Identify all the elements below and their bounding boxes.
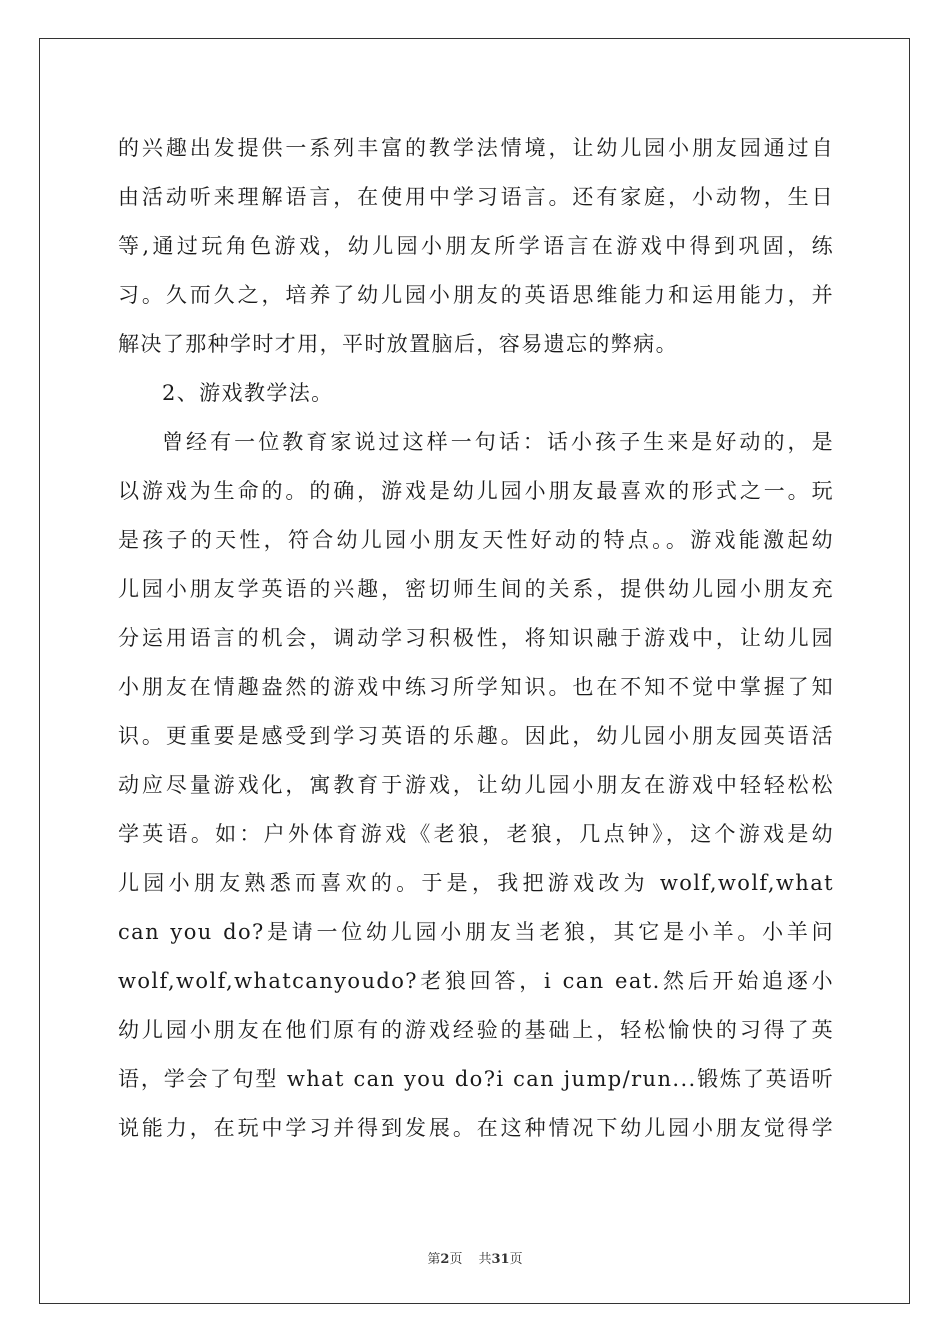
text-line: 是孩子的天性，符合幼儿园小朋友天性好动的特点。。游戏能激起幼 [118,528,834,552]
text-line: 解决了那种学时才用，平时放置脑后，容易遗忘的弊病。 [118,332,678,356]
text-line: 习。久而久之，培养了幼儿园小朋友的英语思维能力和运用能力，并 [118,283,834,307]
text-line: 识。更重要是感受到学习英语的乐趣。因此，幼儿园小朋友园英语活 [118,724,834,748]
text-line: 学英语。如：户外体育游戏《老狼，老狼，几点钟》，这个游戏是幼 [118,822,834,846]
text-line: 以游戏为生命的。的确，游戏是幼儿园小朋友最喜欢的形式之一。玩 [118,479,834,503]
text-line: 幼儿园小朋友在他们原有的游戏经验的基础上，轻松愉快的习得了英 [118,1018,834,1042]
total-prefix: 共 [478,1252,492,1267]
text-line: 小朋友在情趣盎然的游戏中练习所学知识。也在不知不觉中掌握了知 [118,675,834,699]
text-line: 说能力，在玩中学习并得到发展。在这种情况下幼儿园小朋友觉得学 [118,1116,834,1140]
text-line: 曾经有一位教育家说过这样一句话：话小孩子生来是好动的，是 [162,430,834,454]
total-suffix: 页 [509,1252,523,1267]
section-heading: 2、游戏教学法。 [162,381,334,405]
page-prefix: 第 [427,1252,441,1267]
text-line: 儿园小朋友学英语的兴趣，密切师生间的关系，提供幼儿园小朋友充 [118,577,834,601]
page-number: 2 [440,1252,450,1267]
text-line: 分运用语言的机会，调动学习积极性，将知识融于游戏中，让幼儿园 [118,626,834,650]
text-line: 语，学会了句型 what can you do?i can jump/run...锻炼了英语听 [118,1067,834,1091]
text-line: 儿园小朋友熟悉而喜欢的。于是，我把游戏改为 wolf,wolf,what [118,871,834,895]
text-line: 等,通过玩角色游戏，幼儿园小朋友所学语言在游戏中得到巩固，练 [118,234,834,258]
document-body [118,124,834,1153]
text-line: 的兴趣出发提供一系列丰富的教学法情境，让幼儿园小朋友园通过自 [118,136,834,160]
text-line: 动应尽量游戏化，寓教育于游戏，让幼儿园小朋友在游戏中轻轻松松 [118,773,834,797]
text-line: can you do?是请一位幼儿园小朋友当老狼，其它是小羊。小羊问 [118,920,834,944]
total-pages: 31 [491,1252,510,1267]
page-footer [0,1248,950,1267]
page-suffix: 页 [449,1252,463,1267]
text-line: wolf,wolf,whatcanyoudo?老狼回答，i can eat.然后开始追逐小 [118,969,834,993]
text-line: 由活动听来理解语言，在使用中学习语言。还有家庭，小动物，生日 [118,185,834,209]
